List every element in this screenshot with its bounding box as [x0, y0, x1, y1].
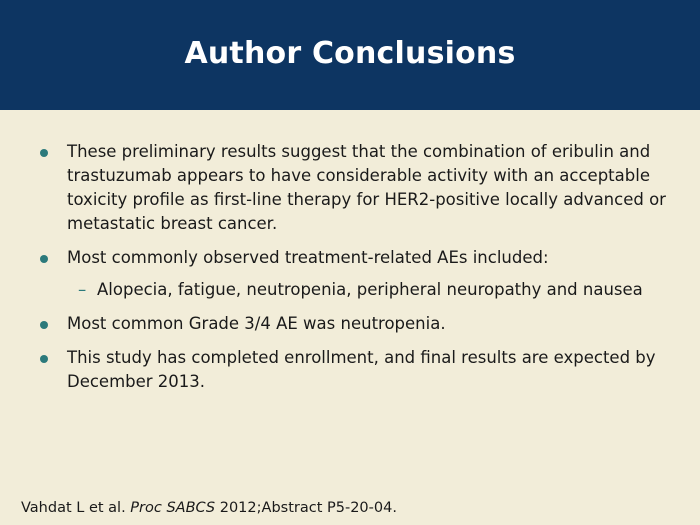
slide-header [0, 0, 700, 110]
citation-authors: Vahdat L et al. [21, 500, 126, 516]
citation-details: 2012;Abstract P5-20-04. [219, 500, 397, 516]
bullet-dot-icon [40, 255, 48, 263]
slide-content [36, 140, 666, 404]
bullet-dot-icon [40, 321, 48, 329]
bullet-text: Most commonly observed treatment-related AEs included: [67, 248, 549, 267]
bullet-dot-icon [40, 355, 48, 363]
bullet-text: Most common Grade 3/4 AE was neutropenia. [67, 314, 446, 333]
sub-bullet-text: Alopecia, fatigue, neutropenia, peripheral neuropathy and nausea [97, 280, 643, 299]
sub-bullet-item [36, 278, 666, 302]
bullet-text: This study has completed enrollment, and final results are expected by December 2013. [67, 348, 656, 391]
dash-icon: – [78, 280, 87, 299]
bullet-text: These preliminary results suggest that the combination of eribulin and trastuzumab appears to have considerable activity with an acceptable toxicity profile as first-line therapy for HER2-positive locally advanced or metastatic breast cancer. [67, 142, 666, 233]
slide-title: Author Conclusions [184, 35, 516, 71]
citation [21, 500, 397, 516]
bullet-item [36, 346, 666, 394]
bullet-item [36, 312, 666, 336]
bullet-item [36, 140, 666, 236]
bullet-item [36, 246, 666, 270]
bullet-dot-icon [40, 149, 48, 157]
citation-journal: Proc SABCS [130, 500, 216, 516]
